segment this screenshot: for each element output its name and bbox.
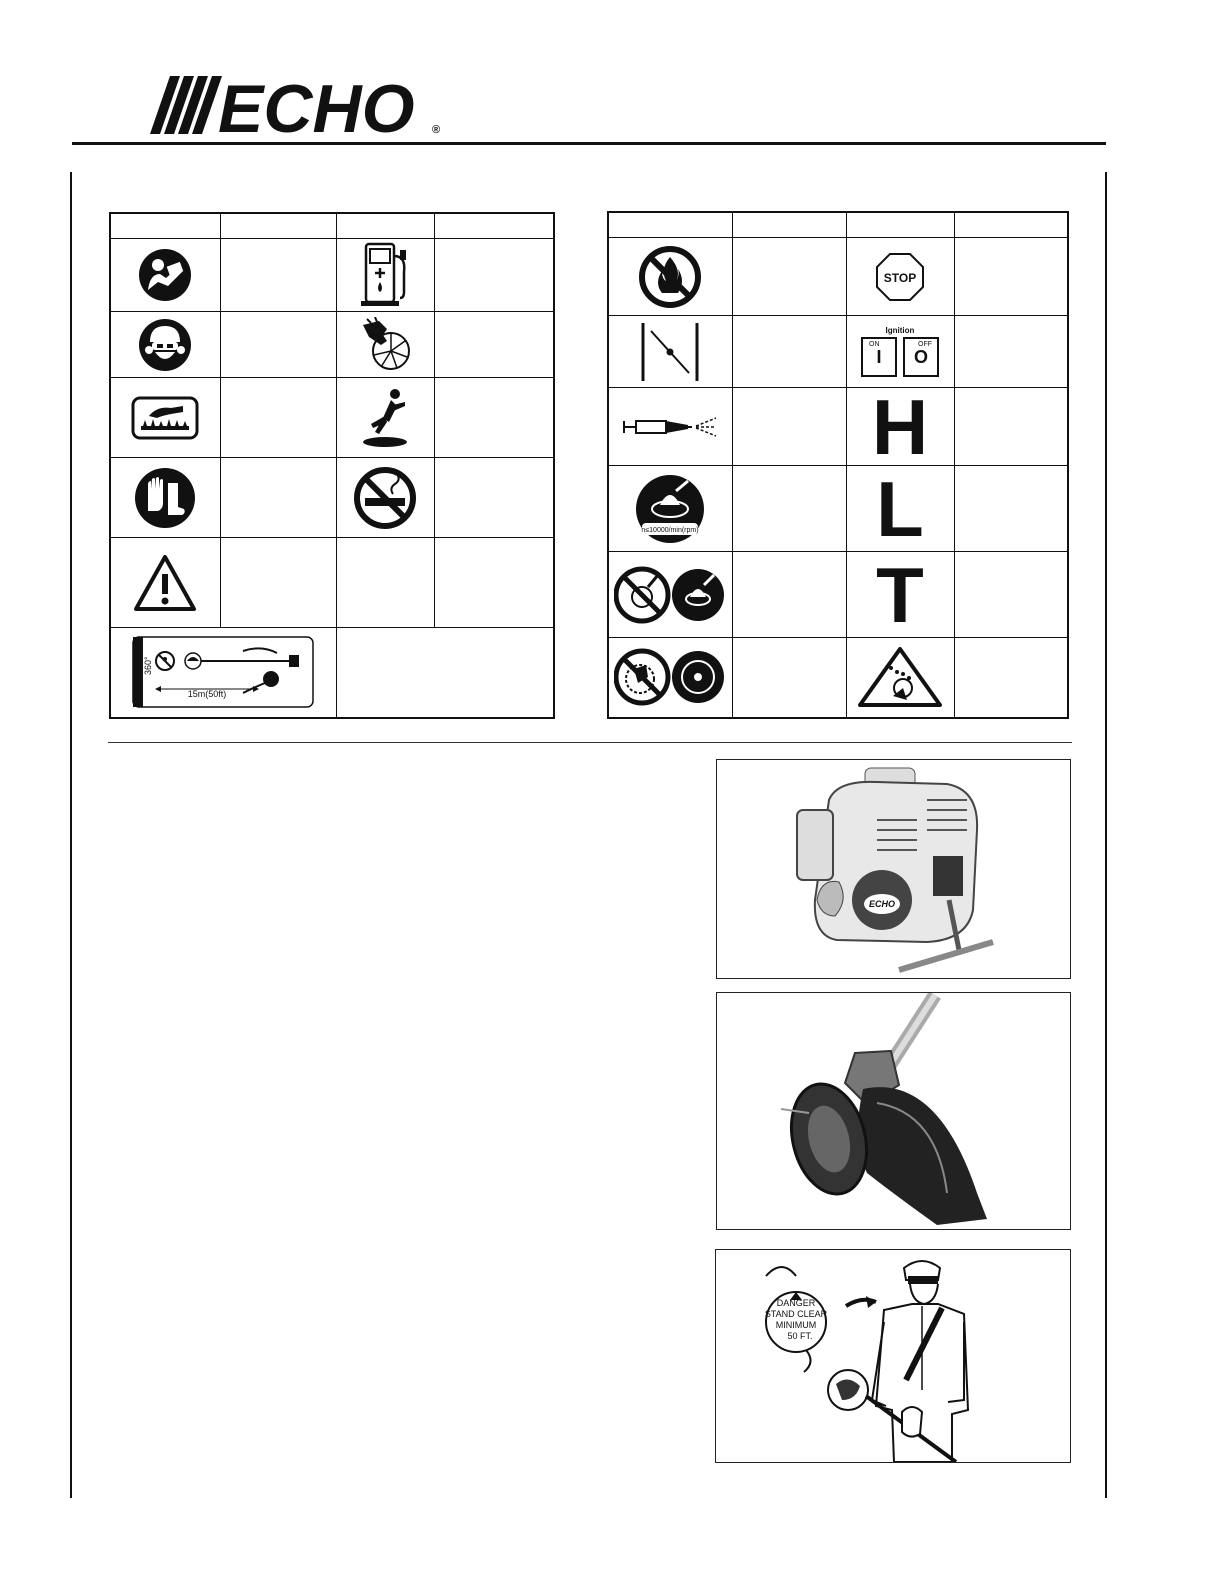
letter-h: H [871,382,929,471]
description-cell [954,238,1068,316]
thrown-debris-warning-icon [857,646,943,708]
symbol-cell [608,466,732,552]
description-cell [336,538,434,628]
no-open-flame-icon [638,245,702,309]
off-label: OFF [918,341,932,348]
danger-sign-line3: 50 FT. [787,1331,813,1341]
choke-icon [635,321,705,383]
registered-mark: ® [432,124,441,136]
stop-sign-text: STOP [883,270,917,285]
symbol-cell [110,628,336,718]
description-cell [954,388,1068,466]
description-cell [220,458,336,538]
header-cell [608,212,732,238]
danger-sign-title: DANGER [776,1298,816,1308]
description-cell [434,312,554,378]
ignition-switch-group [861,326,939,377]
description-cell [434,239,554,312]
symbol-cell [336,378,434,458]
logo-wordmark: ECHO [218,76,415,140]
ignition-label: Ignition [885,326,915,335]
danger-sign-line1: STAND CLEAR [764,1309,828,1319]
no-blade-use-trimmer-head-icon [614,565,726,625]
description-cell [732,466,846,552]
letter-t: T [876,550,924,639]
stand-clear-distance-icon [131,635,315,709]
description-cell [954,638,1068,718]
header-cell [434,213,554,239]
symbol-cell [336,239,434,312]
right-margin-line [1105,172,1107,1498]
left-symbol-table [109,212,555,719]
header-cell [336,213,434,239]
read-manual-icon [138,248,192,302]
header-cell [732,212,846,238]
slippery-fall-icon [355,386,415,450]
description-cell [434,538,554,628]
danger-sign-line2: MINIMUM [775,1320,817,1330]
fuel-pump-icon [358,242,412,308]
description-cell [732,388,846,466]
symbol-cell [608,238,732,316]
header-cell [110,213,220,239]
cutting-head-illustration [717,993,1070,1229]
figure-shield-photo [716,992,1071,1230]
no-smoking-icon [353,466,417,530]
ignition-off-switch [903,337,939,377]
symbol-cell [846,638,954,718]
description-cell [220,378,336,458]
on-symbol: I [876,347,882,367]
description-cell [434,458,554,538]
figure-engine-photo [716,759,1071,979]
description-cell [954,316,1068,388]
section-divider [108,742,1072,743]
description-cell [220,239,336,312]
description-cell [732,316,846,388]
right-symbol-table [607,211,1069,719]
symbol-cell [846,466,954,552]
description-cell [434,378,554,458]
gloves-boots-icon [134,467,196,529]
symbol-cell [336,458,434,538]
symbol-cell [608,388,732,466]
symbol-cell [608,638,732,718]
rpm-label: n≤10000/min(rpm) [641,526,699,534]
symbol-cell [110,239,220,312]
symbol-cell [608,552,732,638]
no-saw-blade-icon [614,647,726,707]
eye-ear-head-protection-icon [138,318,192,372]
symbol-cell [846,238,954,316]
symbol-cell [608,316,732,388]
header-cell [846,212,954,238]
symbol-cell [110,538,220,628]
hand-cut-hazard-icon [357,317,413,373]
off-symbol: O [913,347,928,367]
description-cell [732,638,846,718]
symbol-cell [846,316,954,388]
description-cell [954,466,1068,552]
figure-operator-illustration [715,1249,1071,1463]
symbol-cell [336,312,434,378]
description-cell [336,628,554,718]
description-cell [220,538,336,628]
description-cell [954,552,1068,638]
symbol-cell [110,458,220,538]
symbol-cell [846,382,954,471]
header-rule [72,142,1106,145]
engine-brand-badge: ECHO [868,899,896,909]
stop-sign-icon [875,252,925,302]
header-cell [954,212,1068,238]
max-rpm-cutting-head-icon [634,473,706,545]
primer-bulb-icon [622,412,718,442]
left-margin-line [70,172,72,1498]
symbol-cell [110,312,220,378]
angle-label: 360° [143,656,154,676]
thrown-objects-icon [131,396,199,440]
on-label: ON [869,341,880,348]
symbol-cell [110,378,220,458]
operator-drawing [716,1250,1070,1462]
warning-triangle-icon [133,554,197,612]
letter-l: L [876,464,924,553]
description-cell [732,552,846,638]
description-cell [220,312,336,378]
echo-logo [148,76,448,140]
range-label: 15m(50ft) [187,689,227,700]
engine-illustration [717,760,1070,978]
header-cell [220,213,336,239]
symbol-cell [846,552,954,638]
description-cell [732,238,846,316]
ignition-on-switch [861,337,897,377]
